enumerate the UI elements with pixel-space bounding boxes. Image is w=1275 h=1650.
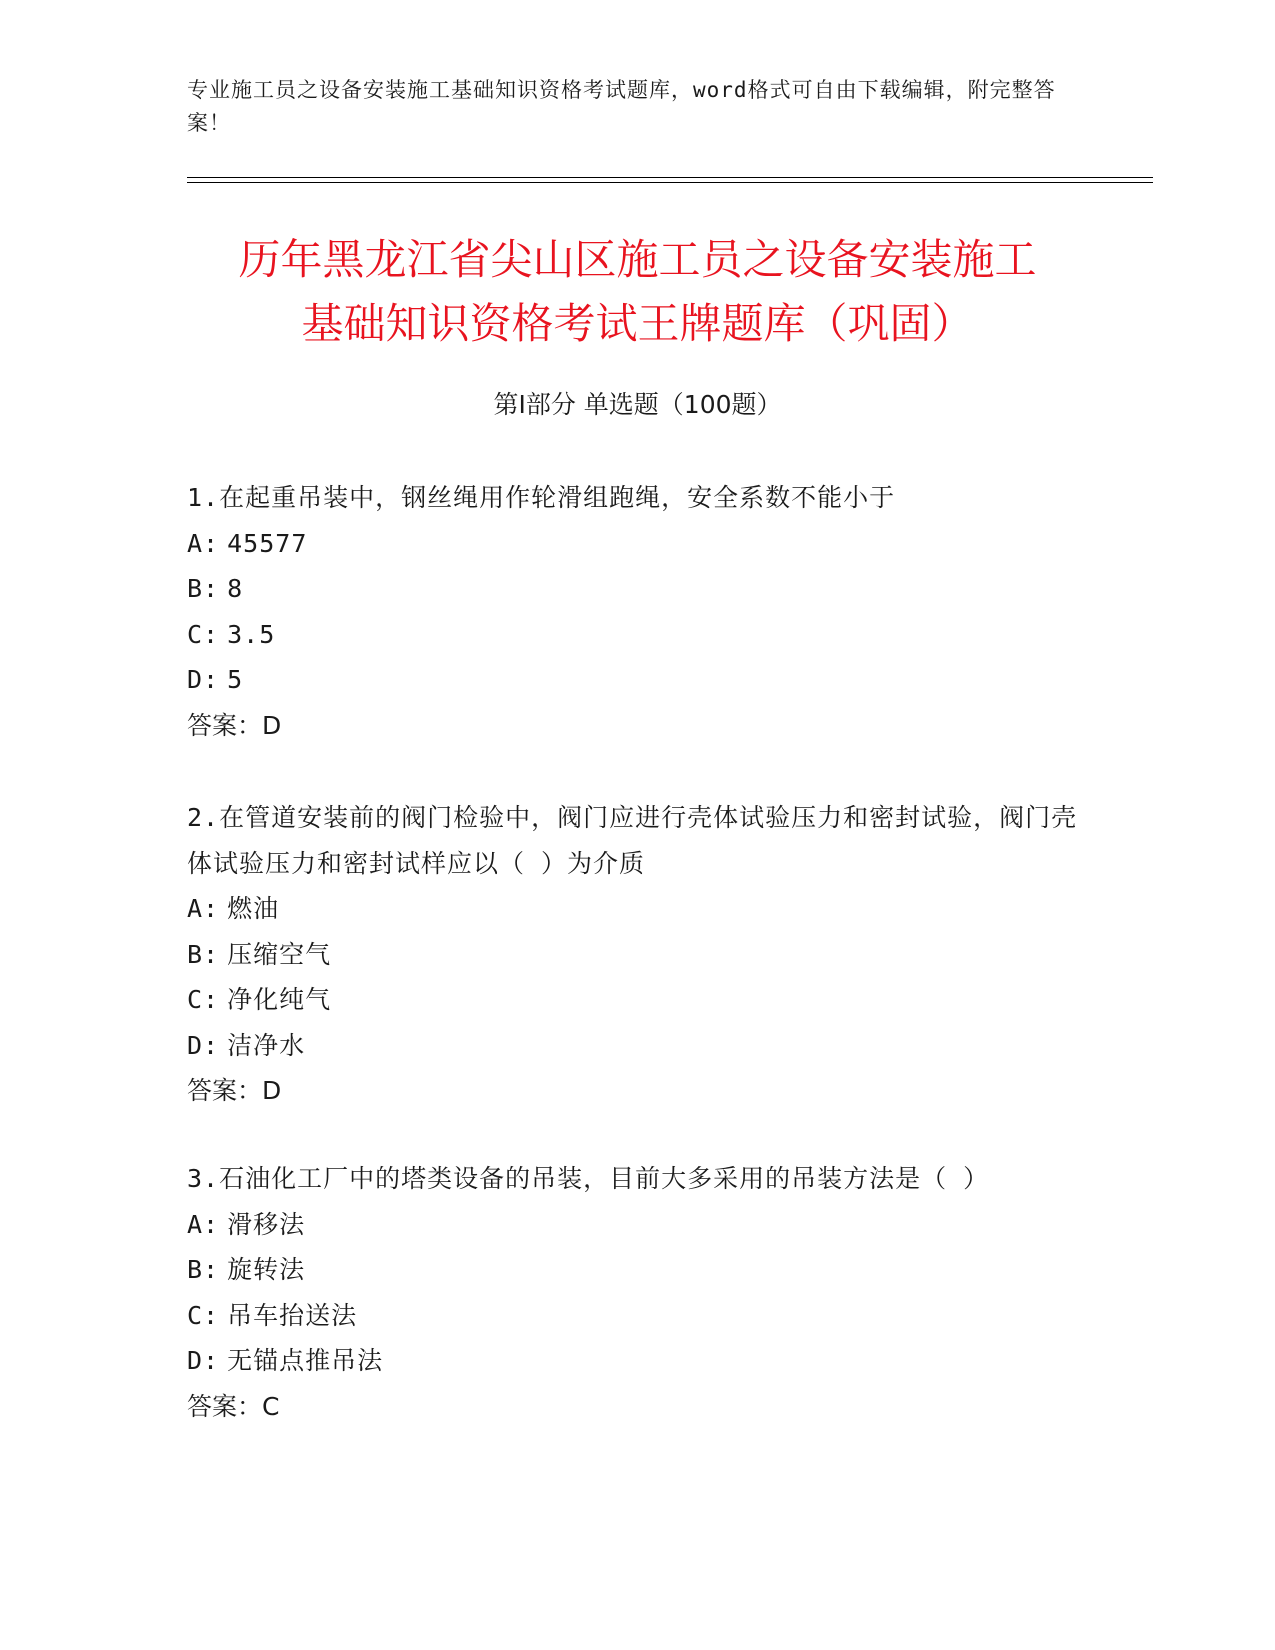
option-text: 无锚点推吊法 xyxy=(227,1346,384,1375)
question-1 xyxy=(187,475,1087,748)
option-d xyxy=(187,1023,1087,1069)
option-text: 5 xyxy=(227,665,244,694)
option-label: B: xyxy=(187,939,220,969)
option-d xyxy=(187,1338,1087,1384)
option-label: D: xyxy=(187,1346,220,1375)
question-stem: 3.石油化工厂中的塔类设备的吊装，目前大多采用的吊装方法是（ ） xyxy=(187,1164,990,1193)
option-label: A: xyxy=(187,528,220,558)
answer: 答案：D xyxy=(187,710,282,740)
option-text: 压缩空气 xyxy=(227,939,332,969)
option-c xyxy=(187,977,1087,1023)
option-text: 吊车抬送法 xyxy=(227,1300,358,1330)
option-text: 燃油 xyxy=(227,894,280,923)
option-label: C: xyxy=(187,1300,220,1330)
title-line-1: 历年黑龙江省尖山区施工员之设备安装施工 xyxy=(238,235,1037,284)
option-label: C: xyxy=(187,619,220,649)
option-text: 3.5 xyxy=(227,619,276,649)
option-a xyxy=(187,886,1087,932)
option-label: A: xyxy=(187,1209,220,1239)
option-a xyxy=(187,521,1087,567)
option-a xyxy=(187,1202,1087,1248)
answer: 答案：C xyxy=(187,1391,280,1421)
option-label: D: xyxy=(187,665,220,694)
option-label: B: xyxy=(187,1255,220,1284)
option-text: 滑移法 xyxy=(227,1209,306,1239)
answer: 答案：D xyxy=(187,1076,282,1105)
header-rule-top xyxy=(187,177,1153,178)
option-text: 45577 xyxy=(227,528,308,558)
option-d xyxy=(187,657,1087,703)
option-b xyxy=(187,566,1087,612)
option-c xyxy=(187,612,1087,658)
option-c xyxy=(187,1293,1087,1339)
question-3 xyxy=(187,1156,1087,1429)
intro-text: 专业施工员之设备安装施工基础知识资格考试题库，word格式可自由下载编辑，附完整答案！ xyxy=(187,78,1056,135)
option-label: B: xyxy=(187,574,220,603)
question-stem: 1.在起重吊装中，钢丝绳用作轮滑组跑绳，安全系数不能小于 xyxy=(187,483,896,512)
title-line-2: 基础知识资格考试王牌题库（巩固） xyxy=(301,299,974,348)
option-label: D: xyxy=(187,1030,220,1060)
question-2 xyxy=(187,795,1087,1114)
option-b xyxy=(187,1247,1087,1293)
option-label: A: xyxy=(187,894,220,923)
option-b xyxy=(187,932,1087,978)
option-text: 洁净水 xyxy=(227,1030,306,1060)
option-text: 8 xyxy=(227,574,244,603)
option-text: 旋转法 xyxy=(227,1255,306,1284)
header-rule-bottom xyxy=(187,182,1153,183)
document-title xyxy=(150,228,1125,356)
section-heading: 第Ⅰ部分 单选题（100题） xyxy=(493,390,782,419)
question-stem: 2.在管道安装前的阀门检验中，阀门应进行壳体试验压力和密封试验，阀门壳体试验压力和密封试样应以（ ）为介质 xyxy=(187,803,1078,878)
option-label: C: xyxy=(187,985,220,1014)
option-text: 净化纯气 xyxy=(227,985,332,1014)
